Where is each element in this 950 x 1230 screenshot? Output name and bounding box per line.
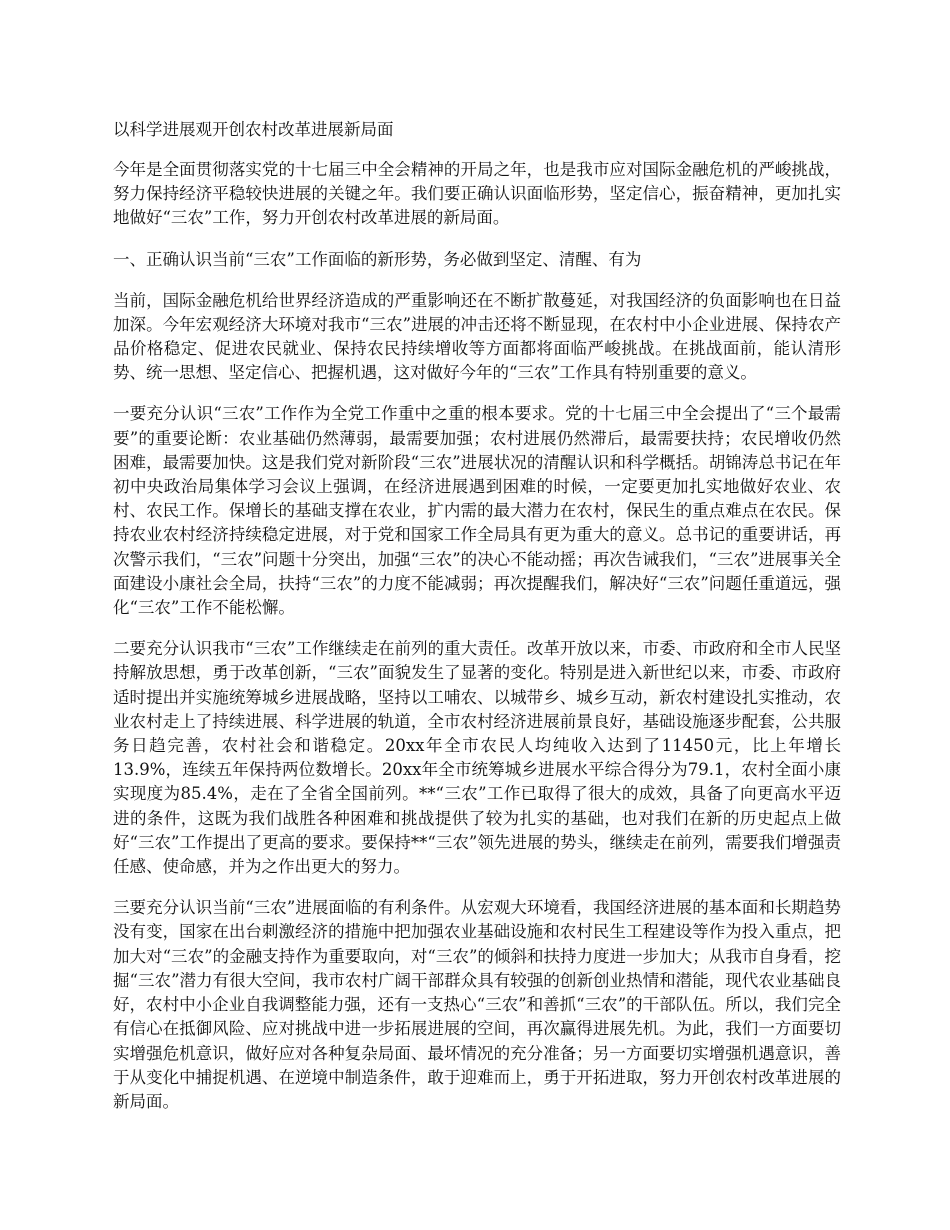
document-body — [113, 118, 841, 1131]
intro-paragraph: 今年是全面贯彻落实党的十七届三中全会精神的开局之年，也是我市应对国际金融危机的严峻挑战，努力保持经济平稳较快进展的关键之年。我们要正确认识面临形势，坚定信心，振奋精神，更加扎实地做好“三农”工作，努力开创农村改革进展的新局面。 — [113, 160, 841, 228]
point-one-paragraph: 一要充分认识“三农”工作作为全党工作重中之重的根本要求。党的十七届三中全会提出了“三个最需要”的重要论断：农业基础仍然薄弱，最需要加强；农村进展仍然滞后，最需要扶持；农民增收仍然困难，最需要加快。这是我们党对新阶段“三农”进展状况的清醒认识和科学概括。胡锦涛总书记在年初中央政治局集体学习会议上强调，在经济进展遇到困难的时候，一定要更加扎实地做好农业、农村、农民工作。保增长的基础支撑在农业，扩内需的最大潜力在农村，保民生的重点难点在农民。保持农业农村经济持续稳定进展，对于党和国家工作全局具有更为重大的意义。总书记的重要讲话，再次警示我们，“三农”问题十分突出，加强“三农”的决心不能动摇；再次告诫我们，“三农”进展事关全面建设小康社会全局，扶持“三农”的力度不能减弱；再次提醒我们，解决好“三农”问题任重道远，强化“三农”工作不能松懈。 — [113, 404, 841, 618]
point-three-paragraph: 三要充分认识当前“三农”进展面临的有利条件。从宏观大环境看，我国经济进展的基本面和长期趋势没有变，国家在出台刺激经济的措施中把加强农业基础设施和农村民生工程建设等作为投入重点，把加大对“三农”的金融支持作为重要取向，对“三农”的倾斜和扶持力度进一步加大；从我市自身看，挖掘“三农”潜力有很大空间，我市农村广阔干部群众具有较强的创新创业热情和潜能，现代农业基础良好，农村中小企业自我调整能力强，还有一支热心“三农”和善抓“三农”的干部队伍。所以，我们完全有信心在抵御风险、应对挑战中进一步拓展进展的空间，再次赢得进展先机。为此，我们一方面要切实增强危机意识，做好应对各种复杂局面、最坏情况的充分准备；另一方面要切实增强机遇意识，善于从变化中捕捉机遇、在逆境中制造条件，敢于迎难而上，勇于开拓进取，努力开创农村改革进展的新局面。 — [113, 898, 841, 1111]
section-heading: 一、正确认识当前“三农”工作面临的新形势，务必做到坚定、清醒、有为 — [113, 249, 642, 269]
document-title: 以科学进展观开创农村改革进展新局面 — [113, 120, 394, 139]
point-two-paragraph: 二要充分认识我市“三农”工作继续走在前列的重大责任。改革开放以来，市委、市政府和全市人民坚持解放思想，勇于改革创新，“三农”面貌发生了显著的变化。特别是进入新世纪以来，市委、市政府适时提出并实施统筹城乡进展战略，坚持以工哺农、以城带乡、城乡互动，新农村建设扎实推动，农业农村走上了持续进展、科学进展的轨道，全市农村经济进展前景良好，基础设施逐步配套，公共服务日趋完善，农村社会和谐稳定。20xx年全市农民人均纯收入达到了11450元，比上年增长13.9%，连续五年保持两位数增长。20xx年全市统筹城乡进展水平综合得分为79.1，农村全面小康实现度为85.4%，走在了全省全国前列。**“三农”工作已取得了很大的成效，具备了向更高水平迈进的条件，这既为我们战胜各种困难和挑战提供了较为扎实的基础，也对我们在新的历史起点上做好“三农”工作提出了更高的要求。要保持**“三农”领先进展的势头，继续走在前列，需要我们增强责任感、使命感，并为之作出更大的努力。 — [113, 639, 841, 877]
context-paragraph: 当前，国际金融危机给世界经济造成的严重影响还在不断扩散蔓延，对我国经济的负面影响也在日益加深。今年宏观经济大环境对我市“三农”进展的冲击还将不断显现，在农村中小企业进展、保持农产品价格稳定、促进农民就业、保持农民持续增收等方面都将面临严峻挑战。在挑战面前，能认清形势、统一思想、坚定信心、把握机遇，这对做好今年的“三农”工作具有特别重要的意义。 — [113, 290, 841, 383]
